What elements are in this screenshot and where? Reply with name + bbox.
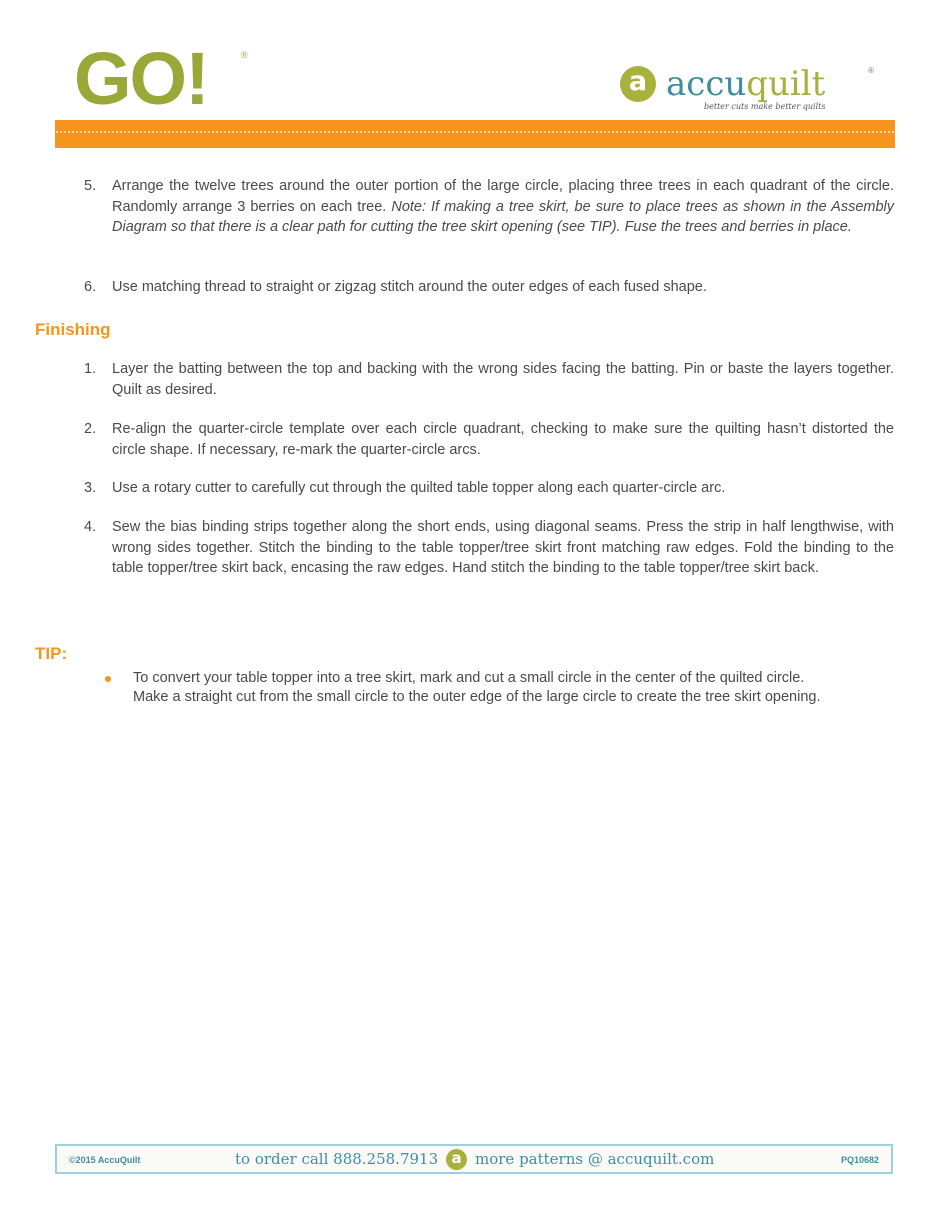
footer-pattern-code: PQ10682 <box>840 1155 879 1165</box>
finishing-heading: Finishing <box>35 320 111 339</box>
go-logo <box>74 37 254 120</box>
accuquilt-a-icon: a <box>620 66 656 102</box>
accuquilt-a-icon: a <box>446 1149 467 1170</box>
step-number: 3. <box>84 480 97 496</box>
tip-text <box>133 669 893 707</box>
step-number: 6. <box>84 279 97 295</box>
footer-more-patterns: more patterns @ accuquilt.com <box>475 1150 715 1168</box>
step-text: Layer the batting between the top and backing with the wrong sides facing the batting. Pin or baste the layers together. Quilt as desired. <box>112 361 894 398</box>
step-5-note: Note: If making a tree skirt, be sure to place trees as shown in the Assembly Diagram so that there is a clear path for cutting the tree skirt opening (see TIP). Fuse the trees and berries in place. <box>112 198 894 235</box>
step-text: Sew the bias binding strips together along the short ends, using diagonal seams. Press the strip in half lengthwise, with wrong sides together. Stitch the binding to the table topper/tree skirt front matching raw edges. Fold the binding to the table topper/tree skirt back, encasing the raw edges. Hand stitch the binding to the table topper/tree skirt back. <box>112 519 894 576</box>
header-dotted-line <box>55 131 895 133</box>
step-number: 2. <box>84 421 97 437</box>
step-text: Re-align the quarter-circle template over each circle quadrant, checking to make sure the quilting hasn’t distorted the circle shape. If necessary, re-mark the quarter-circle arcs. <box>112 421 894 458</box>
step-number: 4. <box>84 519 97 535</box>
bullet-icon <box>105 676 111 682</box>
accuquilt-wordmark-quilt: quilt <box>746 64 826 104</box>
accuquilt-wordmark <box>666 64 825 104</box>
step-text: Use matching thread to straight or zigzag stitch around the outer edges of each fused shape. <box>112 279 707 295</box>
tip-line-1: To convert your table topper into a tree skirt, mark and cut a small circle in the center of the quilted circle. <box>133 670 805 686</box>
step-text: Use a rotary cutter to carefully cut through the quilted table topper along each quarter-circle arc. <box>112 480 726 496</box>
step-number: 5. <box>84 178 97 194</box>
accuquilt-logo <box>618 62 888 122</box>
step-text <box>112 176 894 238</box>
header-orange-bar <box>55 120 895 148</box>
accuquilt-registered-mark: ® <box>868 66 874 75</box>
footer-order-phone: to order call 888.258.7913 <box>235 1150 439 1168</box>
go-logo-text: GO! <box>74 37 208 120</box>
step-number: 1. <box>84 361 97 377</box>
tip-line-2: Make a straight cut from the small circle to the outer edge of the large circle to create the tree skirt opening. <box>133 689 821 705</box>
accuquilt-tagline: better cuts make better quilts <box>704 102 826 111</box>
tip-heading: TIP: <box>35 644 68 663</box>
footer-copyright: ©2015 AccuQuilt <box>69 1155 141 1165</box>
accuquilt-wordmark-accu: accu <box>666 64 747 104</box>
step-5-instruction: Arrange the twelve trees around the outer portion of the large circle, placing three trees in each quadrant of the circle. Randomly arrange 3 berries on each tree. <box>112 178 894 215</box>
footer-banner <box>55 1144 893 1174</box>
go-registered-mark: ® <box>241 50 248 60</box>
